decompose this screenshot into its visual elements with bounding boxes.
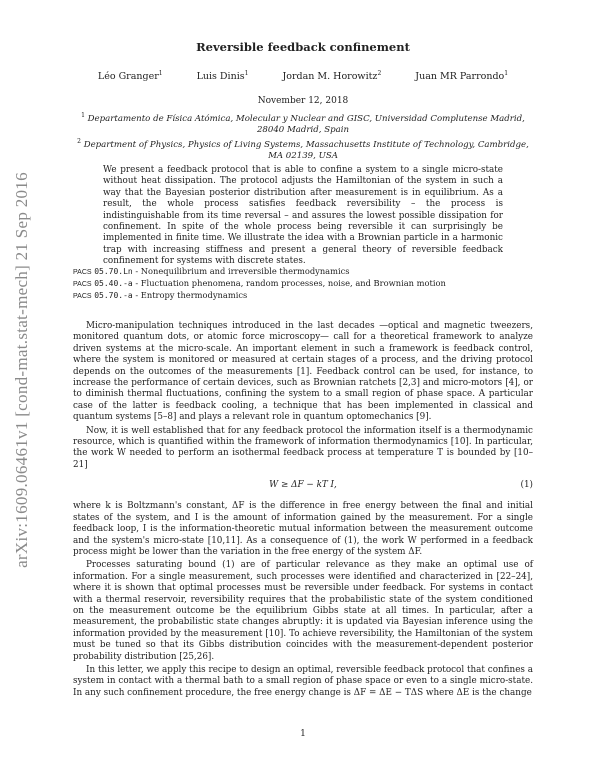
page-number: 1 (300, 729, 306, 739)
abstract: We present a feedback protocol that is able to confine a system to a single micro-state without heat dissipation. The protocol adjusts the Hamiltonian of the system in such a way that the Bayesian posterior distribution after measurement is in equilibrium. As a result, the whole process satisfies feedback reversibility – the process is indistinguishable from its time reversal – and assures the lowest possible dissipation for confinement. In spite of the whole process being reversible it can surprisingly be implemented in finite time. We illustrate the idea with a Brownian particle in a harmonic trap with increasing stiffness and present a general theory of reversible feedback confinement for systems with discrete states. (103, 165, 503, 267)
author: Léo Granger$^1$ (97, 70, 163, 83)
pacs-entry: PACS 05.70.Ln - Nonequilibrium and irreversible thermodynamics (73, 266, 350, 276)
equation-number: (1) (520, 480, 533, 491)
pacs-entry: PACS 05.40.-a - Fluctuation phenomena, random processes, noise, and Brownian motion (73, 278, 446, 289)
author: Jordan M. Horowitz$^2$ (282, 70, 382, 83)
paragraph: Processes saturating bound (1) are of particular relevance as they make an optimal use of information. For a single measurement, such processes were identified and characterized in [22–24], where it is shown that optimal processes must be reversible under feedback. For systems in contact with a thermal reservoir, reversibility requires that the probabilistic state of the system conditioned on the measurement outcome be the equilibrium Gibbs state at all times. In particular, after a measurement, the probabilistic state changes abruptly: it is updated via Bayesian inference using the information provided by the measurement [10]. To achieve reversibility, the Hamiltonian of the system must be tuned so that its Gibbs distribution coincides with the measurement-dependent posterior probability distribution [25,26]. (73, 560, 533, 662)
pacs-list (73, 266, 533, 303)
affiliation: $^1$ Departamento de Física Atómica, Molecular y Nuclear and GISC, Universidad Complutense Madrid, 28040 Madrid, Spain (81, 112, 525, 136)
arxiv-identifier (6, 160, 38, 580)
author: Juan MR Parrondo$^1$ (415, 70, 509, 83)
author-list (73, 70, 533, 82)
equation (73, 473, 533, 499)
affiliation: $^2$ Department of Physics, Physics of Living Systems, Massachusetts Institute of Technology, Cambridge, MA 02139, USA (77, 138, 529, 162)
author: Luis Dinis$^1$ (196, 70, 249, 83)
paper-date: November 12, 2018 (257, 96, 349, 106)
paragraph: Now, it is well established that for any feedback protocol the information itself is a thermodynamic resource, which is quantified within the framework of information thermodynamics [10]. In particular, the work W needed to perform an isothermal feedback process at temperature T is bounded by [10–21] (73, 425, 533, 470)
main-text (73, 321, 533, 701)
pacs-entry: PACS 05.70.-a - Entropy thermodynamics (73, 290, 248, 301)
paper-title: Reversible feedback confinement (196, 40, 410, 54)
arxiv-identifier-text: arXiv:1609.06461v1 [cond-mat.stat-mech] 21 Sep 2016 (12, 172, 31, 568)
equation-body: W ≥ ΔF − kT I, (269, 480, 337, 491)
paragraph: In this letter, we apply this recipe to design an optimal, reversible feedback protocol that confines a system in contact with a thermal bath to a small region of phase space or even to a single micro-state. In any such confinement procedure, the free energy change is ΔF = ΔE − TΔS where ΔE is the change (73, 664, 533, 698)
paragraph: Micro-manipulation techniques introduced in the last decades —optical and magnetic tweezers, monitored quantum dots, or atomic force microscopy— call for a theoretical framework to analyze driven systems at the micro-scale. An important element in such a framework is feedback control, where the system is monitored or measured at certain stages of a process, and the driving protocol depends on the outcomes of the measurements [1]. Feedback control can be used, for instance, to increase the performance of certain devices, such as Brownian ratchets [2,3] and micro-motors [4], or to diminish thermal fluctuations, confining the system to a small region of phase space. A particular case of the latter is feedback cooling, a technique that has been implemented in classical and quantum systems [5–8] and plays a relevant role in quantum optomechanics [9]. (73, 321, 533, 423)
paragraph: where k is Boltzmann's constant, ΔF is the difference in free energy between the final and initial states of the system, and I is the amount of information gained by the measurement. For a single feedback loop, I is the information-theoretic mutual information between the measurement outcome and the system's micro-state [10,11]. As a consequence of (1), the work W performed in a feedback process might be lower than the variation in the free energy of the system ΔF. (73, 501, 533, 557)
